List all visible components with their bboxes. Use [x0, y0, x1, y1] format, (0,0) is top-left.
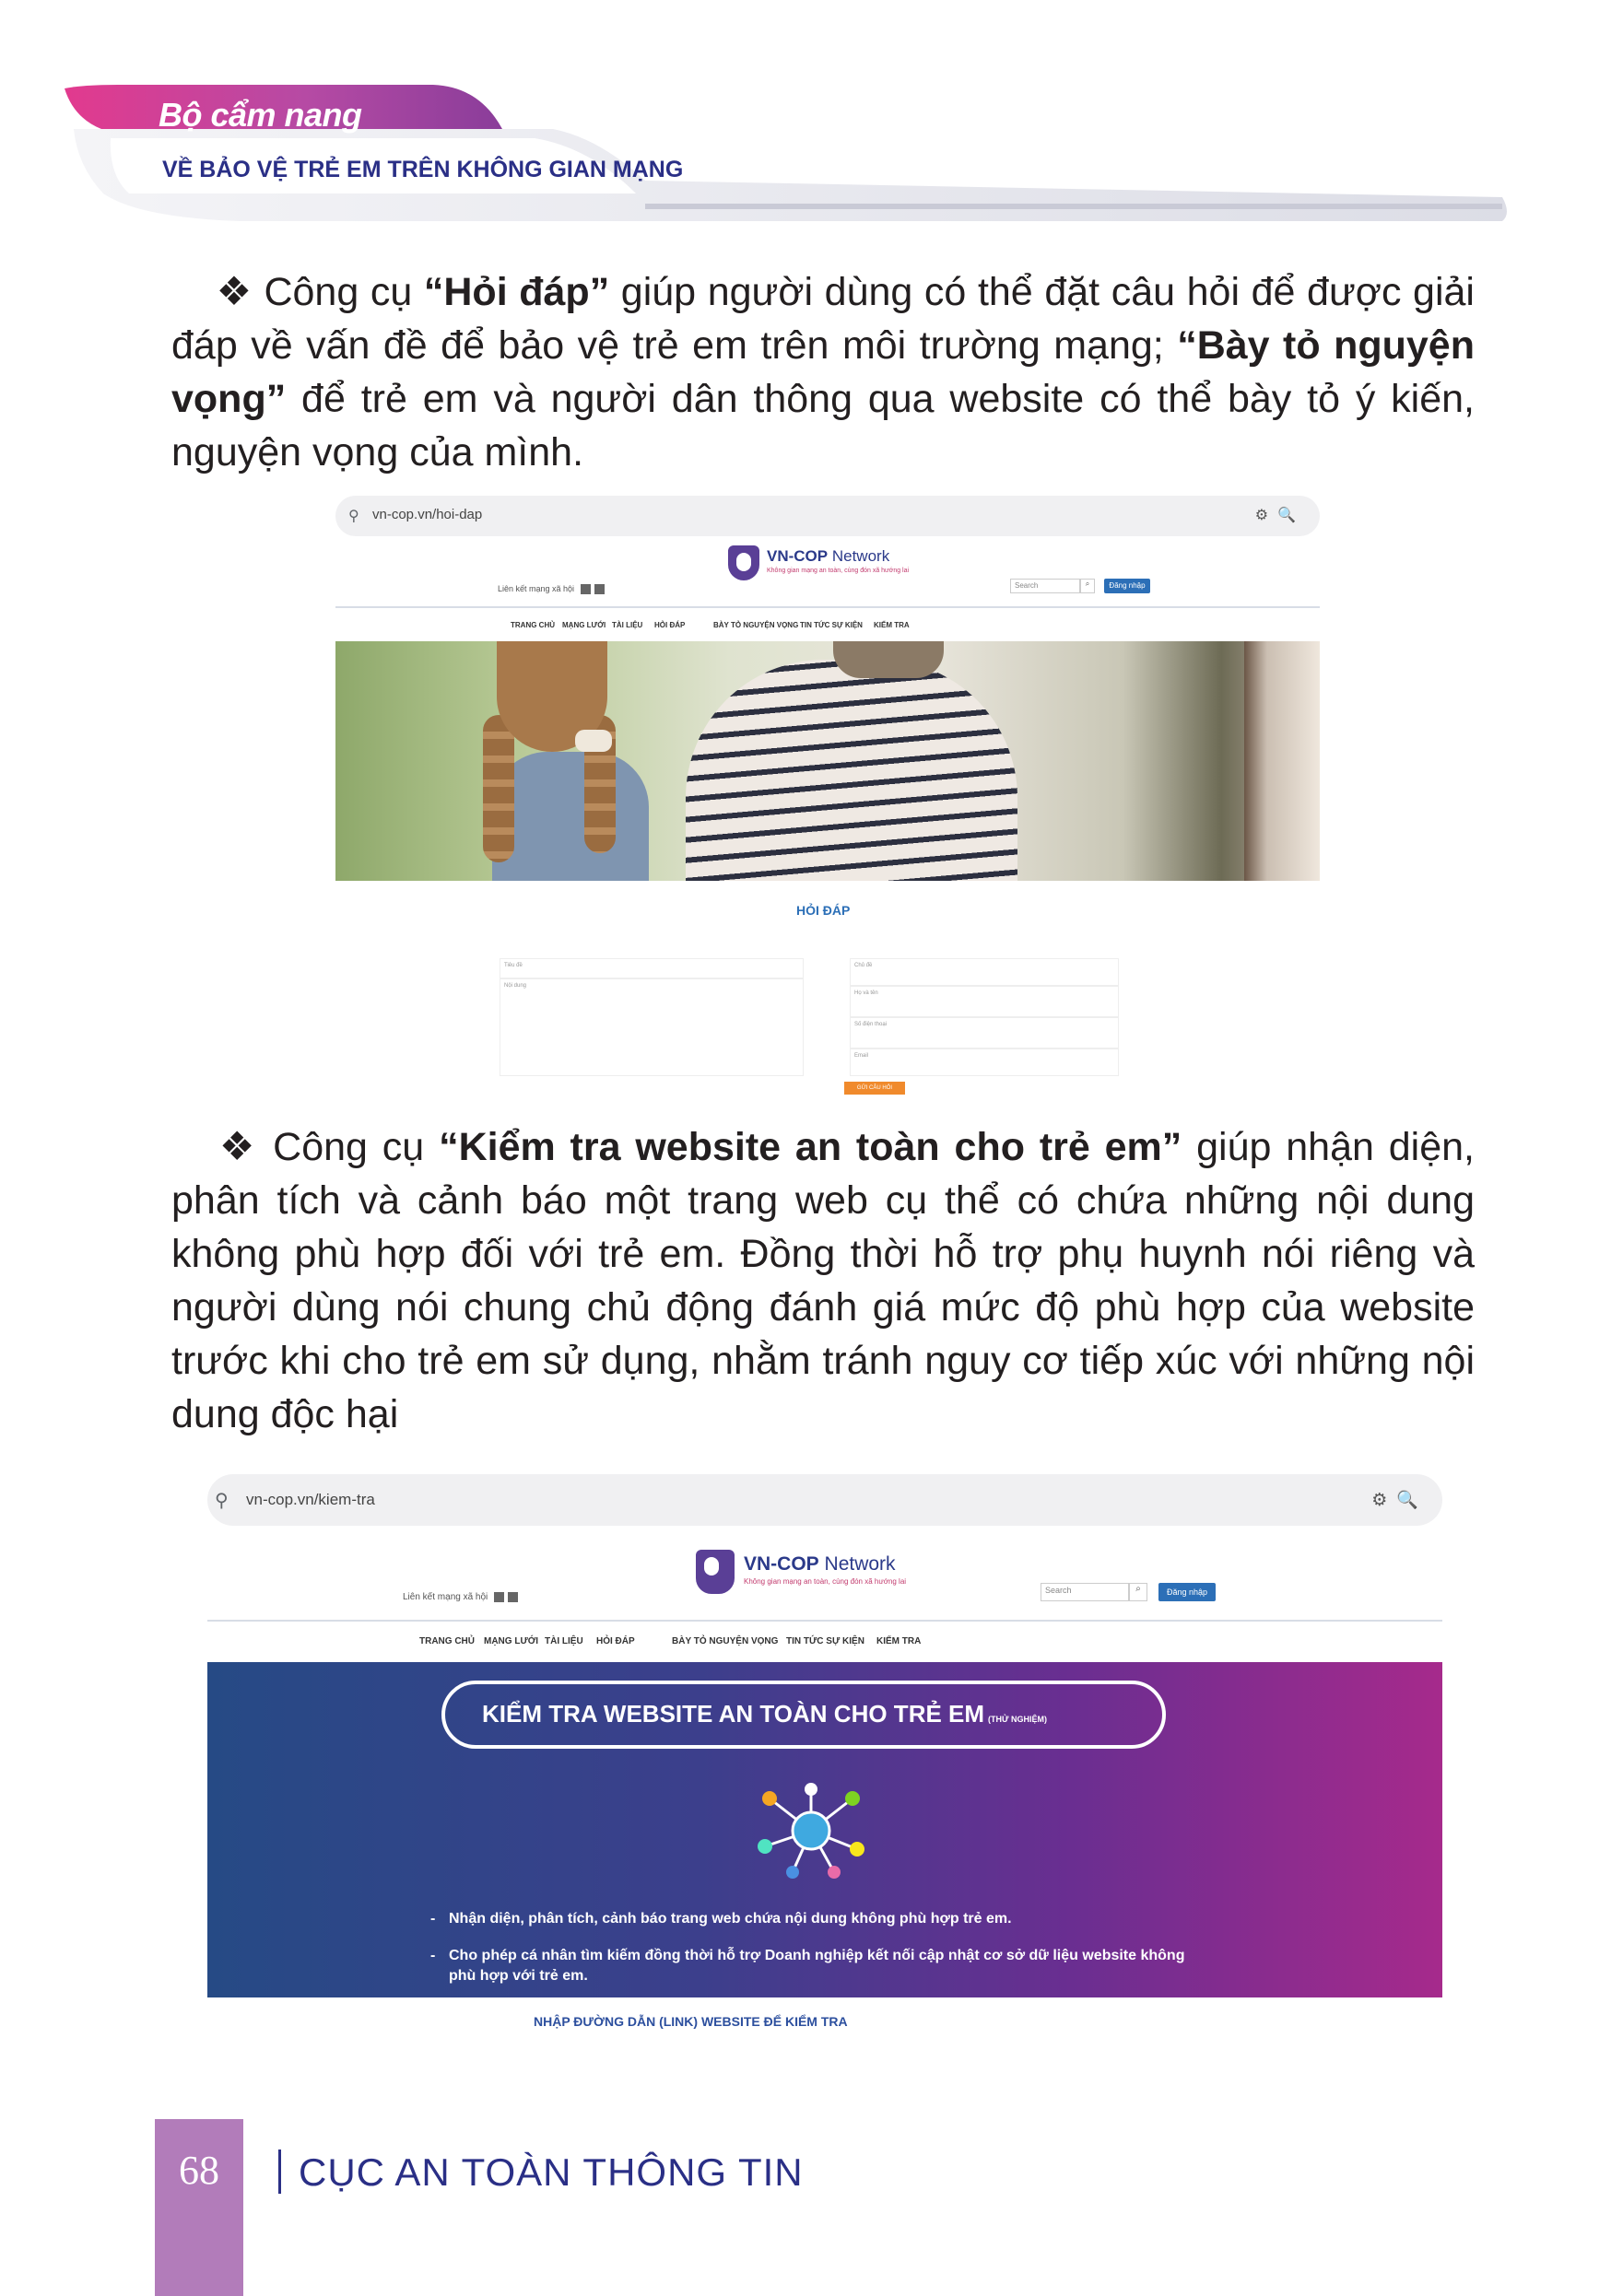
search-input[interactable]: Search	[1041, 1583, 1129, 1601]
address-bar[interactable]	[335, 496, 1320, 536]
social-links	[498, 584, 605, 594]
bullet-icon: ❖	[216, 1125, 259, 1169]
main-nav	[511, 621, 920, 629]
screenshot-kiem-tra	[207, 1474, 1442, 2036]
nav-tin-tuc-su-kien[interactable]: TIN TỨC SỰ KIỆN	[800, 621, 863, 629]
nav-tai-lieu[interactable]: TÀI LIỆU	[612, 621, 643, 629]
tool-name-kiem-tra: “Kiểm tra website an toàn cho trẻ em”	[439, 1125, 1182, 1169]
translate-zoom-icons[interactable]: ⚙🔍	[1371, 1490, 1428, 1510]
screenshot-hoi-dap	[335, 496, 1320, 1096]
login-button[interactable]: Đăng nhập	[1104, 579, 1150, 593]
nav-mang-luoi[interactable]: MẠNG LƯỚI	[562, 621, 606, 629]
title-field[interactable]: Tiêu đề	[500, 958, 804, 978]
url-text[interactable]: vn-cop.vn/kiem-tra	[246, 1491, 375, 1508]
tool-name-hoi-dap: “Hỏi đáp”	[423, 270, 610, 314]
feature-point-1: - Nhận diện, phân tích, cảnh báo trang web chứa nội dung không phù hợp trẻ em.	[430, 1911, 1012, 1927]
social-links	[403, 1592, 518, 1602]
paragraph-hoi-dap	[171, 265, 1475, 479]
social-label: Liên kết mạng xã hội	[498, 584, 575, 593]
nav-kiem-tra[interactable]: KIỂM TRA	[874, 621, 910, 629]
main-nav	[419, 1636, 932, 1646]
translate-zoom-icons[interactable]: ⚙🔍	[1254, 506, 1305, 523]
paragraph-text: Công cụ	[258, 1125, 440, 1169]
search-icon[interactable]: ⌕	[1080, 579, 1095, 593]
social-label: Liên kết mạng xã hội	[403, 1592, 488, 1603]
banner-title: KIỂM TRA WEBSITE AN TOÀN CHO TRẺ EM (THỬ NGHIỆM)	[482, 1700, 1048, 1728]
name-field[interactable]: Họ và tên	[850, 986, 1119, 1017]
section-title-hoi-dap: HỎI ĐÁP	[796, 903, 851, 918]
nav-bay-to-nguyen-vong[interactable]: BÀY TỎ NGUYỆN VỌNG	[713, 621, 799, 629]
girl-braid-left	[483, 715, 514, 862]
bullet-icon: ❖	[216, 270, 253, 314]
nav-hoi-dap[interactable]: HỎI ĐÁP	[596, 1636, 635, 1646]
adult-hair	[833, 641, 944, 678]
trial-badge: (THỬ NGHIỆM)	[988, 1715, 1048, 1724]
paragraph-text: giúp nhận diện, phân tích và cảnh báo một trang web cụ thể có chứa những nội dung không phù hợp đối với trẻ em. Đồng thời hỗ trợ phụ huynh nói riêng và người dùng nói chung chủ động đánh giá mức độ phù hợp của website trước khi cho trẻ em sử dụng, nhằm tránh nguy cơ tiếp xúc với những nội dung độc hại	[171, 1125, 1475, 1436]
kiem-tra-banner	[207, 1662, 1442, 1997]
nav-hoi-dap[interactable]: HỎI ĐÁP	[654, 621, 686, 629]
logo-tagline: Không gian mạng an toàn, cùng đón xã hướng lai	[744, 1577, 907, 1586]
nav-bay-to-nguyen-vong[interactable]: BÀY TỎ NGUYỆN VỌNG	[672, 1636, 779, 1646]
girl-dress	[492, 752, 649, 881]
adult-striped-shirt	[686, 660, 1017, 881]
network-security-icon	[751, 1780, 871, 1881]
submit-question-button[interactable]: GỬI CÂU HỎI	[844, 1082, 905, 1095]
paragraph-kiem-tra	[171, 1120, 1475, 1441]
logo-tagline: Không gian mạng an toàn, cùng đón xã hướng lai	[767, 568, 910, 574]
image-icon[interactable]	[581, 584, 591, 594]
login-button[interactable]: Đăng nhập	[1158, 1583, 1216, 1601]
search-icon[interactable]: ⌕	[1129, 1583, 1147, 1601]
shield-logo-icon	[696, 1550, 735, 1594]
content-field[interactable]: Nội dung	[500, 978, 804, 1076]
logo-name: VN-COP Network	[744, 1553, 896, 1575]
nav-trang-chu[interactable]: TRANG CHỦ	[511, 621, 555, 629]
phone-field[interactable]: Số điện thoại	[850, 1017, 1119, 1048]
image-icon[interactable]	[494, 1592, 504, 1602]
url-text[interactable]: vn-cop.vn/hoi-dap	[372, 507, 483, 522]
nav-kiem-tra[interactable]: KIỂM TRA	[876, 1636, 922, 1646]
door-frame	[1244, 641, 1320, 881]
feature-point-2: - Cho phép cá nhân tìm kiếm đồng thời hỗ trợ Doanh nghiệp kết nối cập nhật cơ sở dữ liệu website không phù hợp với trẻ em.	[430, 1948, 1185, 1984]
page-number: 68	[179, 2148, 219, 2193]
banner-title-pill	[441, 1681, 1166, 1749]
page-number-tab	[155, 2119, 243, 2296]
nav-tin-tuc-su-kien[interactable]: TIN TỨC SỰ KIỆN	[786, 1636, 864, 1646]
nav-mang-luoi[interactable]: MẠNG LƯỚI	[484, 1636, 539, 1646]
logo-name: VN-COP Network	[767, 547, 890, 565]
site-settings-icon[interactable]: ⚲	[215, 1489, 229, 1511]
nav-trang-chu[interactable]: TRANG CHỦ	[419, 1636, 475, 1646]
facebook-icon[interactable]	[508, 1592, 518, 1602]
nav-tai-lieu[interactable]: TÀI LIỆU	[545, 1636, 583, 1646]
paragraph-text: để trẻ em và người dân thông qua website có thể bày tỏ ý kiến, nguyện vọng của mình.	[171, 377, 1475, 474]
address-bar[interactable]	[207, 1474, 1442, 1526]
nav-divider	[207, 1620, 1442, 1622]
paragraph-text: Công cụ	[252, 270, 424, 314]
facebook-icon[interactable]	[594, 584, 605, 594]
footer-org-name: CỤC AN TOÀN THÔNG TIN	[299, 2150, 804, 2194]
email-field[interactable]: Email	[850, 1048, 1119, 1076]
handbook-title: Bộ cẩm nang	[159, 96, 362, 134]
shield-logo-icon	[728, 545, 759, 580]
hero-photo	[335, 641, 1320, 881]
tool-name-bay-to: “Bày tỏ nguyện vọng”	[171, 323, 1475, 421]
url-input-label: NHẬP ĐƯỜNG DẪN (LINK) WEBSITE ĐỂ KIỂM TRA	[534, 2014, 848, 2029]
site-settings-icon[interactable]: ⚲	[348, 507, 359, 524]
footer-separator	[278, 2150, 281, 2194]
handbook-subtitle: VỀ BẢO VỆ TRẺ EM TRÊN KHÔNG GIAN MẠNG	[162, 157, 684, 182]
search-input[interactable]: Search	[1010, 579, 1080, 593]
header-ribbon	[0, 0, 1611, 240]
paragraph-text: giúp người dùng có thể đặt câu hỏi để được giải đáp về vấn đề để bảo vệ trẻ em trên môi trường mạng;	[171, 270, 1475, 368]
nav-divider	[335, 606, 1320, 608]
topic-field[interactable]: Chủ đề	[850, 958, 1119, 986]
hair-bow	[575, 730, 612, 752]
